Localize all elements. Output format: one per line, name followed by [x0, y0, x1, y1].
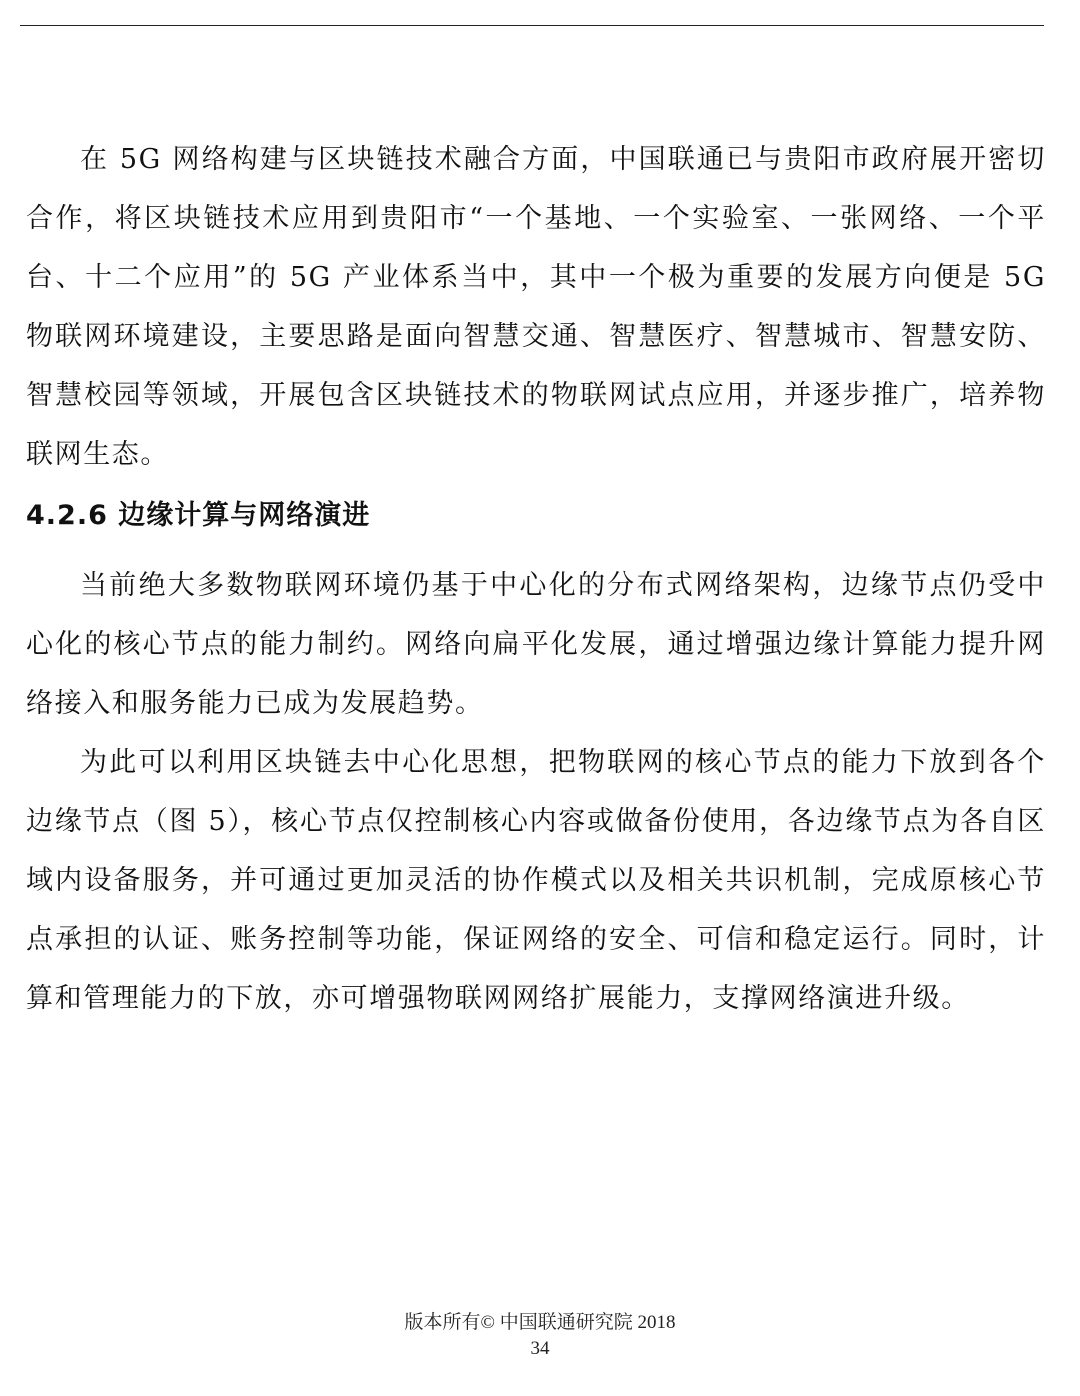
body-paragraph: 当前绝大多数物联网环境仍基于中心化的分布式网络架构，边缘节点仍受中心化的核心节点的能力制约。网络向扁平化发展，通过增强边缘计算能力提升网络接入和服务能力已成为发展趋势。 [26, 570, 1046, 719]
header-rule [20, 25, 1044, 26]
footer-copyright: 版本所有© 中国联通研究院 2018 [404, 1312, 676, 1333]
section-heading: 4.2.6 边缘计算与网络演进 [26, 500, 371, 531]
document-body [26, 130, 1046, 1028]
page-number: 34 [530, 1338, 550, 1359]
body-paragraph: 为此可以利用区块链去中心化思想，把物联网的核心节点的能力下放到各个边缘节点（图 5），核心节点仅控制核心内容或做备份使用，各边缘节点为各自区域内设备服务，并可通过更加灵活的协作模式以及相关共识机制，完成原核心节点承担的认证、账务控制等功能，保证网络的安全、可信和稳定运行。同时，计算和管理能力的下放，亦可增强物联网网络扩展能力，支撑网络演进升级。 [26, 747, 1046, 1014]
body-paragraph: 在 5G 网络构建与区块链技术融合方面，中国联通已与贵阳市政府展开密切合作，将区块链技术应用到贵阳市“一个基地、一个实验室、一张网络、一个平台、十二个应用”的 5G 产业体系当中，其中一个极为重要的发展方向便是 5G 物联网环境建设，主要思路是面向智慧交通、智慧医疗、智慧城市、智慧安防、智慧校园等领域，开展包含区块链技术的物联网试点应用，并逐步推广，培养物联网生态。 [26, 144, 1046, 470]
